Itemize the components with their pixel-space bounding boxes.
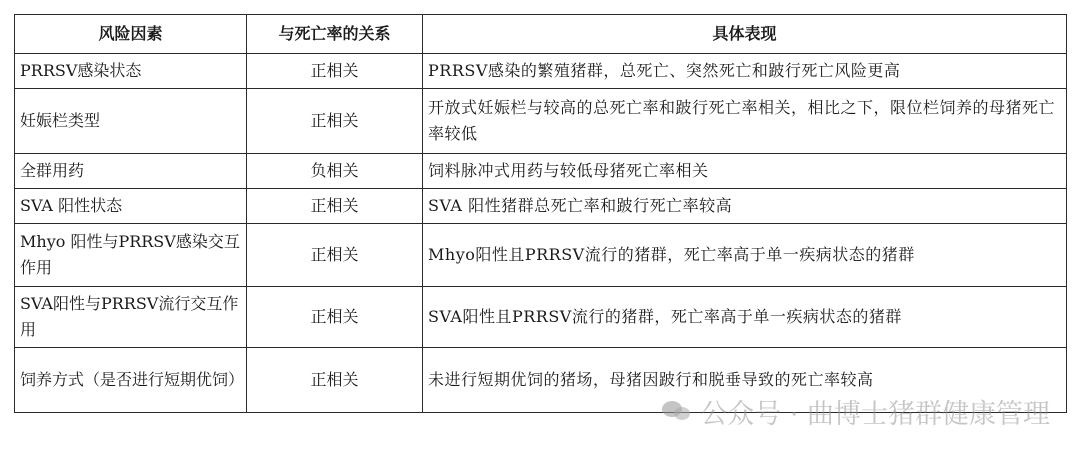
table-row bbox=[15, 89, 1067, 154]
header-relation: 与死亡率的关系 bbox=[247, 15, 423, 54]
cell-detail: SVA 阳性猪群总死亡率和跛行死亡率较高 bbox=[423, 189, 1067, 224]
cell-relation: 正相关 bbox=[247, 348, 423, 413]
cell-relation: 负相关 bbox=[247, 154, 423, 189]
table-row bbox=[15, 154, 1067, 189]
cell-detail: SVA阳性且PRRSV流行的猪群，死亡率高于单一疾病状态的猪群 bbox=[423, 287, 1067, 348]
cell-detail: Mhyo阳性且PRRSV流行的猪群，死亡率高于单一疾病状态的猪群 bbox=[423, 224, 1067, 287]
header-detail: 具体表现 bbox=[423, 15, 1067, 54]
cell-factor: SVA 阳性状态 bbox=[15, 189, 247, 224]
cell-factor: SVA阳性与PRRSV流行交互作用 bbox=[15, 287, 247, 348]
cell-detail: 饲料脉冲式用药与较低母猪死亡率相关 bbox=[423, 154, 1067, 189]
table-header-row bbox=[15, 15, 1067, 54]
table-row bbox=[15, 189, 1067, 224]
table-row bbox=[15, 348, 1067, 413]
table-row bbox=[15, 224, 1067, 287]
cell-relation: 正相关 bbox=[247, 189, 423, 224]
cell-detail: 未进行短期优饲的猪场，母猪因跛行和脱垂导致的死亡率较高 bbox=[423, 348, 1067, 413]
cell-factor: 全群用药 bbox=[15, 154, 247, 189]
cell-relation: 正相关 bbox=[247, 224, 423, 287]
cell-factor: Mhyo 阳性与PRRSV感染交互作用 bbox=[15, 224, 247, 287]
cell-relation: 正相关 bbox=[247, 89, 423, 154]
risk-factor-table bbox=[14, 14, 1067, 413]
header-risk-factor: 风险因素 bbox=[15, 15, 247, 54]
cell-factor: PRRSV感染状态 bbox=[15, 54, 247, 89]
cell-detail: 开放式妊娠栏与较高的总死亡率和跛行死亡率相关，相比之下，限位栏饲养的母猪死亡率较低 bbox=[423, 89, 1067, 154]
table-row bbox=[15, 54, 1067, 89]
cell-relation: 正相关 bbox=[247, 287, 423, 348]
cell-factor: 妊娠栏类型 bbox=[15, 89, 247, 154]
watermark-text: 公众号 · 曲博士猪群健康管理 bbox=[700, 399, 1050, 430]
risk-factor-table-container bbox=[14, 14, 1066, 413]
cell-factor: 饲养方式（是否进行短期优饲） bbox=[15, 348, 247, 413]
cell-detail: PRRSV感染的繁殖猪群，总死亡、突然死亡和跛行死亡风险更高 bbox=[423, 54, 1067, 89]
cell-relation: 正相关 bbox=[247, 54, 423, 89]
table-row bbox=[15, 287, 1067, 348]
